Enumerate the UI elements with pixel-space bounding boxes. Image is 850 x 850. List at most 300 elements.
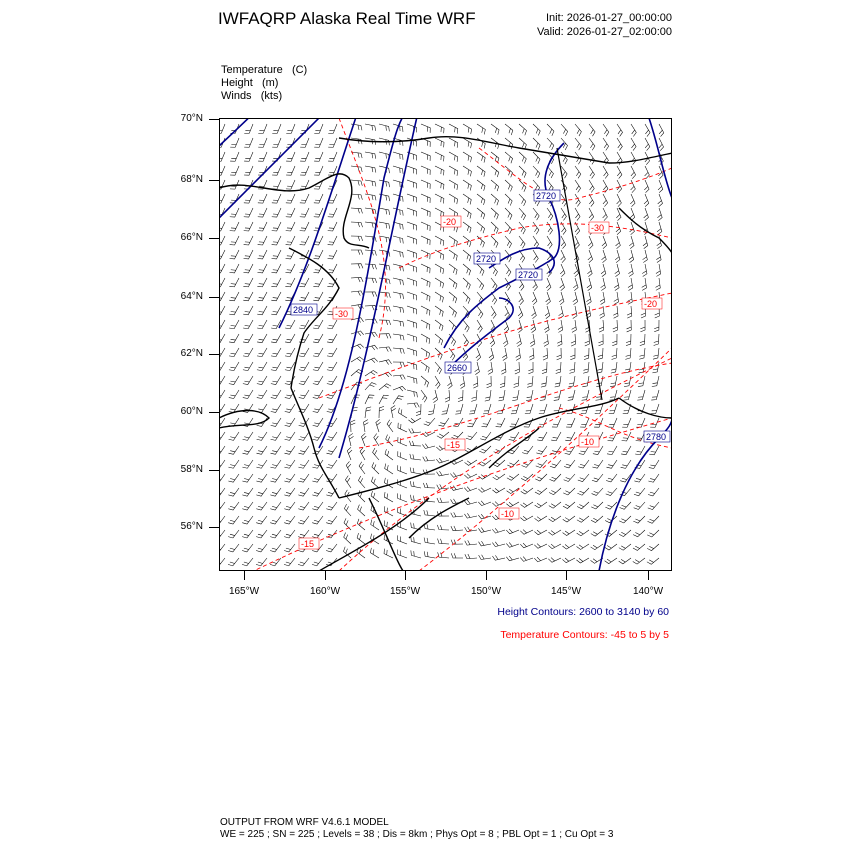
wind-barb xyxy=(481,418,491,427)
wind-barb xyxy=(435,152,444,161)
wind-barb xyxy=(230,222,239,231)
wind-barb xyxy=(256,558,267,566)
wind-barb xyxy=(286,208,295,217)
wind-barb xyxy=(520,516,533,521)
wind-barb xyxy=(647,530,659,537)
wind-barb xyxy=(421,250,430,259)
field-unit: (m) xyxy=(261,77,279,89)
wind-barb xyxy=(421,376,429,387)
wind-barb xyxy=(605,558,617,564)
wind-barb xyxy=(449,180,458,190)
wind-barb xyxy=(544,334,549,346)
wind-barb xyxy=(535,488,547,494)
wind-barb xyxy=(435,320,443,331)
wind-barb xyxy=(351,166,362,172)
wind-barb xyxy=(477,264,484,276)
wind-barb xyxy=(601,278,606,291)
wind-barb xyxy=(421,222,430,231)
wind-barb xyxy=(435,138,444,147)
wind-barb xyxy=(423,483,435,488)
wind-barb xyxy=(326,502,337,510)
wind-barb xyxy=(487,376,492,388)
wind-barb xyxy=(314,250,323,259)
field-name: Height xyxy=(221,77,253,89)
wind-barb xyxy=(608,432,617,441)
wind-barb xyxy=(393,334,404,340)
wind-barb xyxy=(656,278,661,290)
wind-barb xyxy=(285,418,295,426)
temperature-contour-note: Temperature Contours: -45 to 5 by 5 xyxy=(500,629,669,641)
wind-barb xyxy=(244,124,253,133)
wind-barb xyxy=(588,250,593,263)
wind-barb xyxy=(299,334,309,343)
wind-barb xyxy=(557,334,562,346)
wind-barb xyxy=(270,474,281,482)
height-contour xyxy=(219,118,269,146)
wind-barb xyxy=(519,180,526,192)
wind-barb xyxy=(491,208,498,219)
wind-barb xyxy=(407,390,417,397)
coastline-path xyxy=(219,174,369,248)
wind-barb xyxy=(449,292,457,303)
wind-barb xyxy=(409,441,421,446)
field-name: Winds xyxy=(221,90,252,102)
wind-barb xyxy=(492,488,505,493)
wind-barb xyxy=(438,539,449,544)
wind-barb xyxy=(506,502,519,507)
wind-barb xyxy=(256,544,267,552)
lat-label: 56°N xyxy=(180,521,203,532)
height-contour xyxy=(279,118,359,328)
wind-barb xyxy=(393,396,403,404)
wind-barb xyxy=(365,222,376,228)
wind-barb xyxy=(299,432,309,440)
wind-barb xyxy=(298,460,309,468)
wind-barb xyxy=(286,194,295,203)
map-canvas xyxy=(219,118,672,571)
wind-barb xyxy=(346,461,351,474)
wind-barb xyxy=(582,376,589,387)
wind-barb xyxy=(562,558,575,563)
wind-barb xyxy=(229,320,239,329)
wind-barb xyxy=(492,542,505,547)
wind-barb xyxy=(491,306,496,319)
wind-barb xyxy=(393,386,406,391)
wind-barb xyxy=(533,236,539,248)
wind-barb xyxy=(411,495,421,502)
wind-barb xyxy=(485,390,491,401)
wind-barb xyxy=(379,208,390,215)
wind-barb xyxy=(592,488,603,495)
wind-barb xyxy=(601,250,606,263)
wind-barb xyxy=(656,264,661,276)
wind-barb xyxy=(613,306,618,318)
wind-barb xyxy=(601,264,606,277)
wind-barb xyxy=(328,124,337,133)
wind-barb xyxy=(477,124,485,134)
wind-barb xyxy=(589,208,594,221)
wind-barb xyxy=(256,516,267,524)
wind-barb xyxy=(313,334,323,343)
wind-barb xyxy=(532,292,537,305)
wind-barb xyxy=(258,236,267,245)
wind-barb xyxy=(629,236,634,249)
wind-barb xyxy=(519,236,525,248)
wind-barb xyxy=(284,460,295,468)
wind-barb xyxy=(609,404,617,414)
wind-barb xyxy=(630,194,635,207)
wind-barb xyxy=(500,376,505,388)
wind-barb xyxy=(379,334,391,339)
lon-label: 160°W xyxy=(309,586,341,597)
wind-barb xyxy=(480,432,491,440)
wind-barb xyxy=(242,558,253,566)
wind-barb xyxy=(531,320,536,333)
wind-barb xyxy=(551,432,561,441)
wind-barb xyxy=(384,549,393,558)
wind-barb xyxy=(272,250,281,259)
wind-barb xyxy=(491,124,499,135)
wind-barb xyxy=(493,474,505,480)
wind-barb xyxy=(228,488,239,496)
wind-barb xyxy=(312,474,323,482)
wind-barb xyxy=(614,292,619,304)
wind-barb xyxy=(563,502,575,508)
wind-barb xyxy=(562,544,575,549)
wind-barb xyxy=(628,278,633,290)
wind-barb xyxy=(271,334,281,343)
wind-barb xyxy=(365,292,377,297)
wind-barb xyxy=(617,194,622,207)
wind-barb xyxy=(537,432,547,441)
wind-barb xyxy=(351,250,363,255)
wind-barb xyxy=(549,474,561,481)
wind-barb xyxy=(478,528,491,533)
wind-barb xyxy=(477,278,484,290)
temperature-contour xyxy=(359,363,672,448)
wind-barb xyxy=(230,138,239,147)
wind-barb xyxy=(407,194,417,202)
wind-barb xyxy=(424,418,435,426)
wind-barb xyxy=(477,180,485,191)
wind-barb xyxy=(505,180,512,191)
wind-barb xyxy=(576,558,589,563)
wind-barb xyxy=(550,460,561,468)
wind-barb xyxy=(365,194,376,200)
wind-barb xyxy=(228,530,239,538)
wind-barb xyxy=(616,236,621,249)
wind-barb xyxy=(491,194,499,205)
wind-barb xyxy=(528,362,533,374)
wind-barb xyxy=(313,376,323,385)
wind-barb xyxy=(421,264,430,273)
wind-barb xyxy=(229,348,239,357)
wind-barb xyxy=(471,390,477,401)
lat-tick xyxy=(209,297,219,298)
wind-barb xyxy=(463,124,472,134)
wind-barb xyxy=(606,488,617,496)
wind-barb xyxy=(605,502,617,509)
wind-barb xyxy=(505,138,513,149)
wind-barb xyxy=(603,166,608,179)
wind-barb xyxy=(435,376,440,389)
wind-barb xyxy=(433,390,438,403)
wind-barb xyxy=(479,460,491,466)
wind-barb xyxy=(351,291,363,296)
wind-barb xyxy=(372,462,379,474)
wind-barb xyxy=(467,418,477,427)
wind-barb xyxy=(365,124,376,131)
svg-text:-10: -10 xyxy=(581,437,595,447)
wind-barb xyxy=(442,404,449,414)
height-contour xyxy=(449,298,513,368)
wind-barb xyxy=(463,292,470,304)
wind-barb xyxy=(386,435,393,446)
wind-barb xyxy=(600,292,605,304)
height-contour xyxy=(649,118,672,198)
lon-tick xyxy=(486,571,487,580)
wind-barb xyxy=(230,166,239,175)
wind-barb xyxy=(465,554,477,559)
wind-barb xyxy=(300,138,309,147)
wind-barb xyxy=(312,502,323,510)
wind-barb xyxy=(270,544,281,552)
wind-barb xyxy=(626,334,631,346)
wind-barb xyxy=(536,446,547,454)
wind-barb xyxy=(645,138,650,151)
wind-barb xyxy=(365,208,376,214)
lat-label: 58°N xyxy=(180,464,203,475)
wind-barb xyxy=(271,390,281,398)
wind-barb xyxy=(642,278,647,290)
temperature-label xyxy=(579,436,599,447)
wind-barb xyxy=(557,348,562,360)
wind-barb xyxy=(648,474,659,482)
wind-barb xyxy=(616,222,621,235)
wind-barb xyxy=(271,278,281,287)
wind-barb xyxy=(492,528,505,533)
wind-barb xyxy=(647,516,659,523)
wind-barb xyxy=(545,306,550,319)
wind-barb xyxy=(435,166,444,175)
wind-barb xyxy=(577,544,589,549)
wind-barb xyxy=(522,460,533,467)
wind-barb xyxy=(284,516,295,524)
wind-barb xyxy=(244,152,253,161)
wind-barb xyxy=(393,320,404,327)
svg-text:2720: 2720 xyxy=(536,191,557,201)
lat-label: 68°N xyxy=(180,174,203,185)
wind-barb xyxy=(326,516,337,524)
wind-barb xyxy=(621,446,631,455)
wind-barb xyxy=(379,372,392,377)
wind-barb xyxy=(617,124,623,136)
wind-barb xyxy=(525,404,533,414)
wind-barb xyxy=(515,362,520,374)
wind-barb xyxy=(327,362,337,371)
wind-barb xyxy=(398,451,407,460)
wind-barb xyxy=(450,486,463,491)
map-title: IWFAQRP Alaska Real Time WRF xyxy=(218,9,476,28)
wind-barb xyxy=(351,264,363,269)
lat-label: 66°N xyxy=(180,232,203,243)
wind-barb xyxy=(407,208,417,216)
wind-barb xyxy=(229,292,239,301)
wind-barb xyxy=(555,376,561,387)
wind-barb xyxy=(393,152,403,160)
wind-barb xyxy=(299,348,309,357)
wind-barb xyxy=(298,474,309,482)
wind-barb xyxy=(314,124,323,133)
wind-barb xyxy=(271,362,281,371)
wind-barb xyxy=(548,530,561,535)
field-unit: (C) xyxy=(291,64,308,76)
wind-barb xyxy=(478,488,491,493)
wind-barb xyxy=(505,306,510,319)
lon-label: 165°W xyxy=(228,586,260,597)
wind-barb xyxy=(607,460,617,468)
wind-barb xyxy=(365,358,378,363)
wind-barb xyxy=(439,418,449,426)
wind-barb xyxy=(229,376,239,385)
wind-barb xyxy=(585,334,590,346)
temperature-contour xyxy=(479,148,672,200)
wind-barb xyxy=(270,460,281,468)
wind-barb xyxy=(285,404,295,412)
height-contour xyxy=(319,118,409,448)
wind-barb xyxy=(654,320,659,332)
wind-barb xyxy=(449,194,458,204)
wind-barb xyxy=(421,194,430,203)
wind-barb xyxy=(328,152,337,161)
wind-barb xyxy=(451,432,463,439)
wind-barb xyxy=(463,264,471,275)
wind-barb xyxy=(501,362,506,374)
wind-barb xyxy=(351,180,362,186)
wind-barb xyxy=(242,460,253,468)
wind-barb xyxy=(603,194,608,207)
wind-barb xyxy=(477,306,483,318)
wind-barb xyxy=(385,449,393,460)
wind-barb xyxy=(539,404,547,414)
wind-barb xyxy=(365,395,374,404)
wind-barb xyxy=(560,264,565,277)
wind-barb xyxy=(407,278,417,286)
coastline-path xyxy=(409,498,469,538)
wind-barb xyxy=(379,222,390,229)
wind-barb xyxy=(244,166,253,175)
wind-barb xyxy=(519,152,526,163)
wind-barb xyxy=(407,320,417,328)
wind-barb xyxy=(654,334,659,345)
temperature-label xyxy=(445,439,465,450)
height-contour-note: Height Contours: 2600 to 3140 by 60 xyxy=(497,606,669,618)
wind-barb xyxy=(284,502,295,510)
wind-barb xyxy=(258,194,267,203)
wind-barb xyxy=(561,208,566,220)
wind-barb xyxy=(298,516,309,524)
wind-barb xyxy=(258,152,267,161)
wind-barb xyxy=(271,432,281,440)
wind-barb xyxy=(603,124,609,136)
wind-barb xyxy=(314,166,323,175)
wind-barb xyxy=(351,420,356,432)
wind-barb xyxy=(270,502,281,510)
wind-barb xyxy=(451,526,463,531)
wind-barb xyxy=(479,555,491,560)
wind-barb xyxy=(586,292,591,305)
wind-barb xyxy=(547,124,554,136)
wind-barb xyxy=(520,530,533,535)
wind-barb xyxy=(435,362,441,374)
wind-barb xyxy=(498,390,505,401)
coastline-path xyxy=(369,498,409,571)
wind-barb xyxy=(658,194,663,207)
wind-barb xyxy=(633,558,645,564)
wind-barb xyxy=(656,250,661,263)
wind-barb xyxy=(613,320,618,332)
wind-barb xyxy=(424,524,435,530)
wind-barb xyxy=(558,320,563,332)
wind-barb xyxy=(533,250,538,262)
wind-barb xyxy=(519,292,524,305)
wind-barb xyxy=(300,236,309,245)
wind-barb xyxy=(547,138,554,150)
wind-barb xyxy=(577,502,589,509)
wind-barb xyxy=(437,471,449,476)
wind-barb xyxy=(313,320,323,329)
wind-barb xyxy=(284,544,295,552)
wind-barb xyxy=(617,166,622,179)
wind-barb xyxy=(228,558,239,566)
wind-barb xyxy=(424,538,435,544)
wind-barb xyxy=(589,124,595,136)
wind-barb xyxy=(505,264,511,276)
wind-barb xyxy=(577,530,589,536)
wind-barb xyxy=(451,540,463,545)
wind-barb xyxy=(647,558,659,564)
wind-barb xyxy=(658,180,663,193)
wind-barb xyxy=(598,334,603,346)
wind-barb xyxy=(286,250,295,259)
wind-barb xyxy=(422,444,435,449)
wind-barb xyxy=(589,194,594,207)
height-label xyxy=(474,253,500,264)
wind-barb xyxy=(587,278,592,291)
wind-barb xyxy=(421,124,430,133)
wind-barb xyxy=(577,516,589,522)
wind-barb xyxy=(407,334,417,342)
wind-barb xyxy=(398,493,407,502)
wind-barb xyxy=(564,460,575,468)
wind-barb xyxy=(589,138,595,150)
wind-barb xyxy=(393,264,403,271)
wind-barb xyxy=(589,166,594,178)
wind-barb xyxy=(506,529,519,534)
wind-barb xyxy=(411,550,421,558)
wind-barb xyxy=(645,166,650,179)
wind-barb xyxy=(577,488,589,495)
wind-barb xyxy=(628,264,633,277)
wind-barb xyxy=(521,488,533,494)
wind-barb xyxy=(379,320,391,325)
wind-barb xyxy=(614,278,619,291)
wind-barb xyxy=(328,208,337,217)
wind-barb xyxy=(365,264,377,269)
svg-text:-15: -15 xyxy=(301,539,315,549)
wind-barb xyxy=(312,488,323,496)
model-info-line1: OUTPUT FROM WRF V4.6.1 MODEL xyxy=(220,817,389,828)
